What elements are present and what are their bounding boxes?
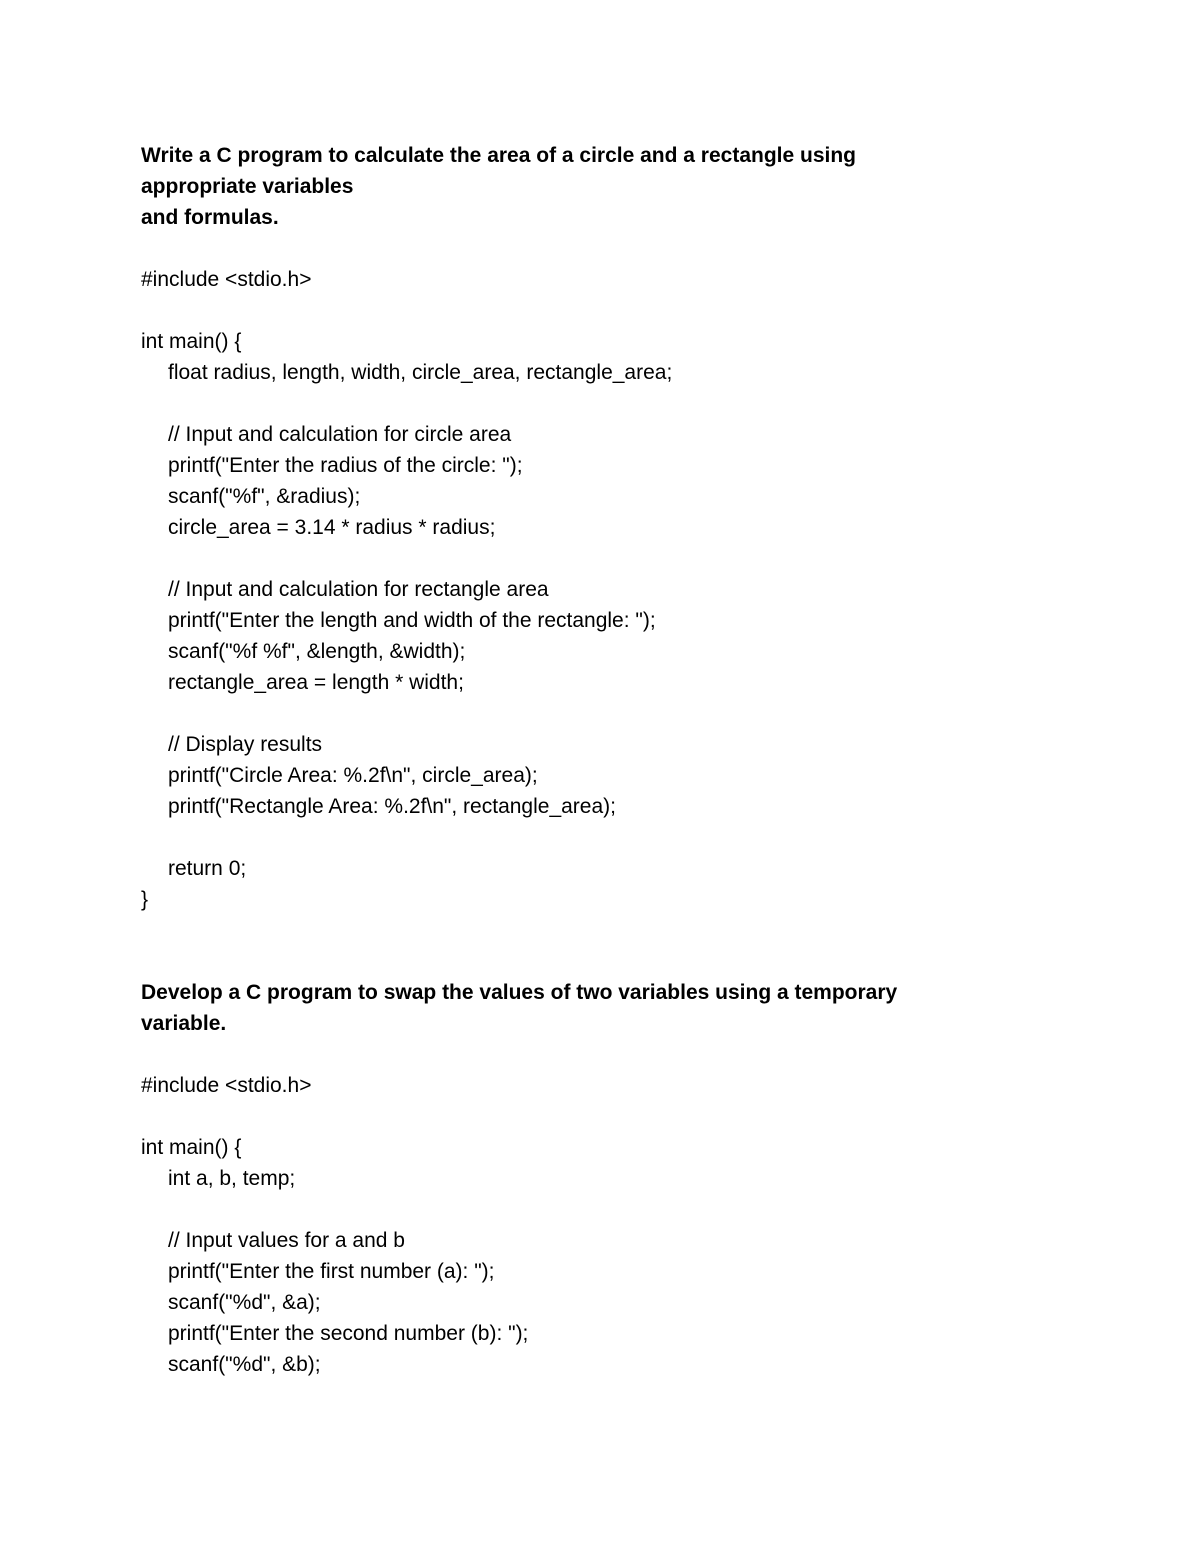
spacer <box>141 1101 1101 1132</box>
document-content <box>141 140 1101 1380</box>
section2-heading-line-1: Develop a C program to swap the values of two variables using a temporary <box>141 981 898 1004</box>
code-line-comment-rect: // Input and calculation for rectangle area <box>168 578 549 601</box>
code-line-calc-rect: rectangle_area = length * width; <box>168 671 464 694</box>
code-line-scanf-b: scanf("%d", &b); <box>168 1353 321 1376</box>
code-line-main-close: } <box>141 888 149 911</box>
code-line-comment-display: // Display results <box>168 733 323 756</box>
code-line-comment-input: // Input values for a and b <box>168 1229 405 1252</box>
spacer <box>141 1039 1101 1070</box>
spacer <box>141 543 1101 574</box>
section1-heading <box>141 140 1101 233</box>
code-line-scanf-radius: scanf("%f", &radius); <box>168 485 361 508</box>
code-line-main-open: int main() { <box>141 330 242 353</box>
code-line-printf-circle-area: printf("Circle Area: %.2f\n", circle_area); <box>168 764 538 787</box>
code-line-main-open: int main() { <box>141 1136 242 1159</box>
section1-heading-line-2: appropriate variables <box>141 175 354 198</box>
code-line-declaration: float radius, length, width, circle_area, rectangle_area; <box>168 361 673 384</box>
code-line-return: return 0; <box>168 857 247 880</box>
code-line-printf-b: printf("Enter the second number (b): "); <box>168 1322 529 1345</box>
section1-code-block <box>141 264 1101 915</box>
spacer <box>141 388 1101 419</box>
section1-heading-line-1: Write a C program to calculate the area of a circle and a rectangle using <box>141 144 857 167</box>
code-line-calc-circle: circle_area = 3.14 * radius * radius; <box>168 516 496 539</box>
code-line-include: #include <stdio.h> <box>141 1074 312 1097</box>
spacer <box>141 915 1101 977</box>
section1-heading-line-3: and formulas. <box>141 206 279 229</box>
spacer <box>141 233 1101 264</box>
section2-heading-line-2: variable. <box>141 1012 227 1035</box>
code-line-printf-rect-area: printf("Rectangle Area: %.2f\n", rectangle_area); <box>168 795 616 818</box>
code-line-printf-radius: printf("Enter the radius of the circle: "); <box>168 454 523 477</box>
spacer <box>141 295 1101 326</box>
code-line-scanf-a: scanf("%d", &a); <box>168 1291 321 1314</box>
code-line-scanf-rect: scanf("%f %f", &length, &width); <box>168 640 466 663</box>
code-line-include: #include <stdio.h> <box>141 268 312 291</box>
section2-heading <box>141 977 1101 1039</box>
spacer <box>141 1194 1101 1225</box>
code-line-comment-circle: // Input and calculation for circle area <box>168 423 512 446</box>
code-line-printf-rect: printf("Enter the length and width of the rectangle: "); <box>168 609 656 632</box>
spacer <box>141 822 1101 853</box>
code-line-printf-a: printf("Enter the first number (a): "); <box>168 1260 495 1283</box>
code-line-declaration: int a, b, temp; <box>168 1167 296 1190</box>
spacer <box>141 698 1101 729</box>
section2-code-block <box>141 1070 1101 1380</box>
